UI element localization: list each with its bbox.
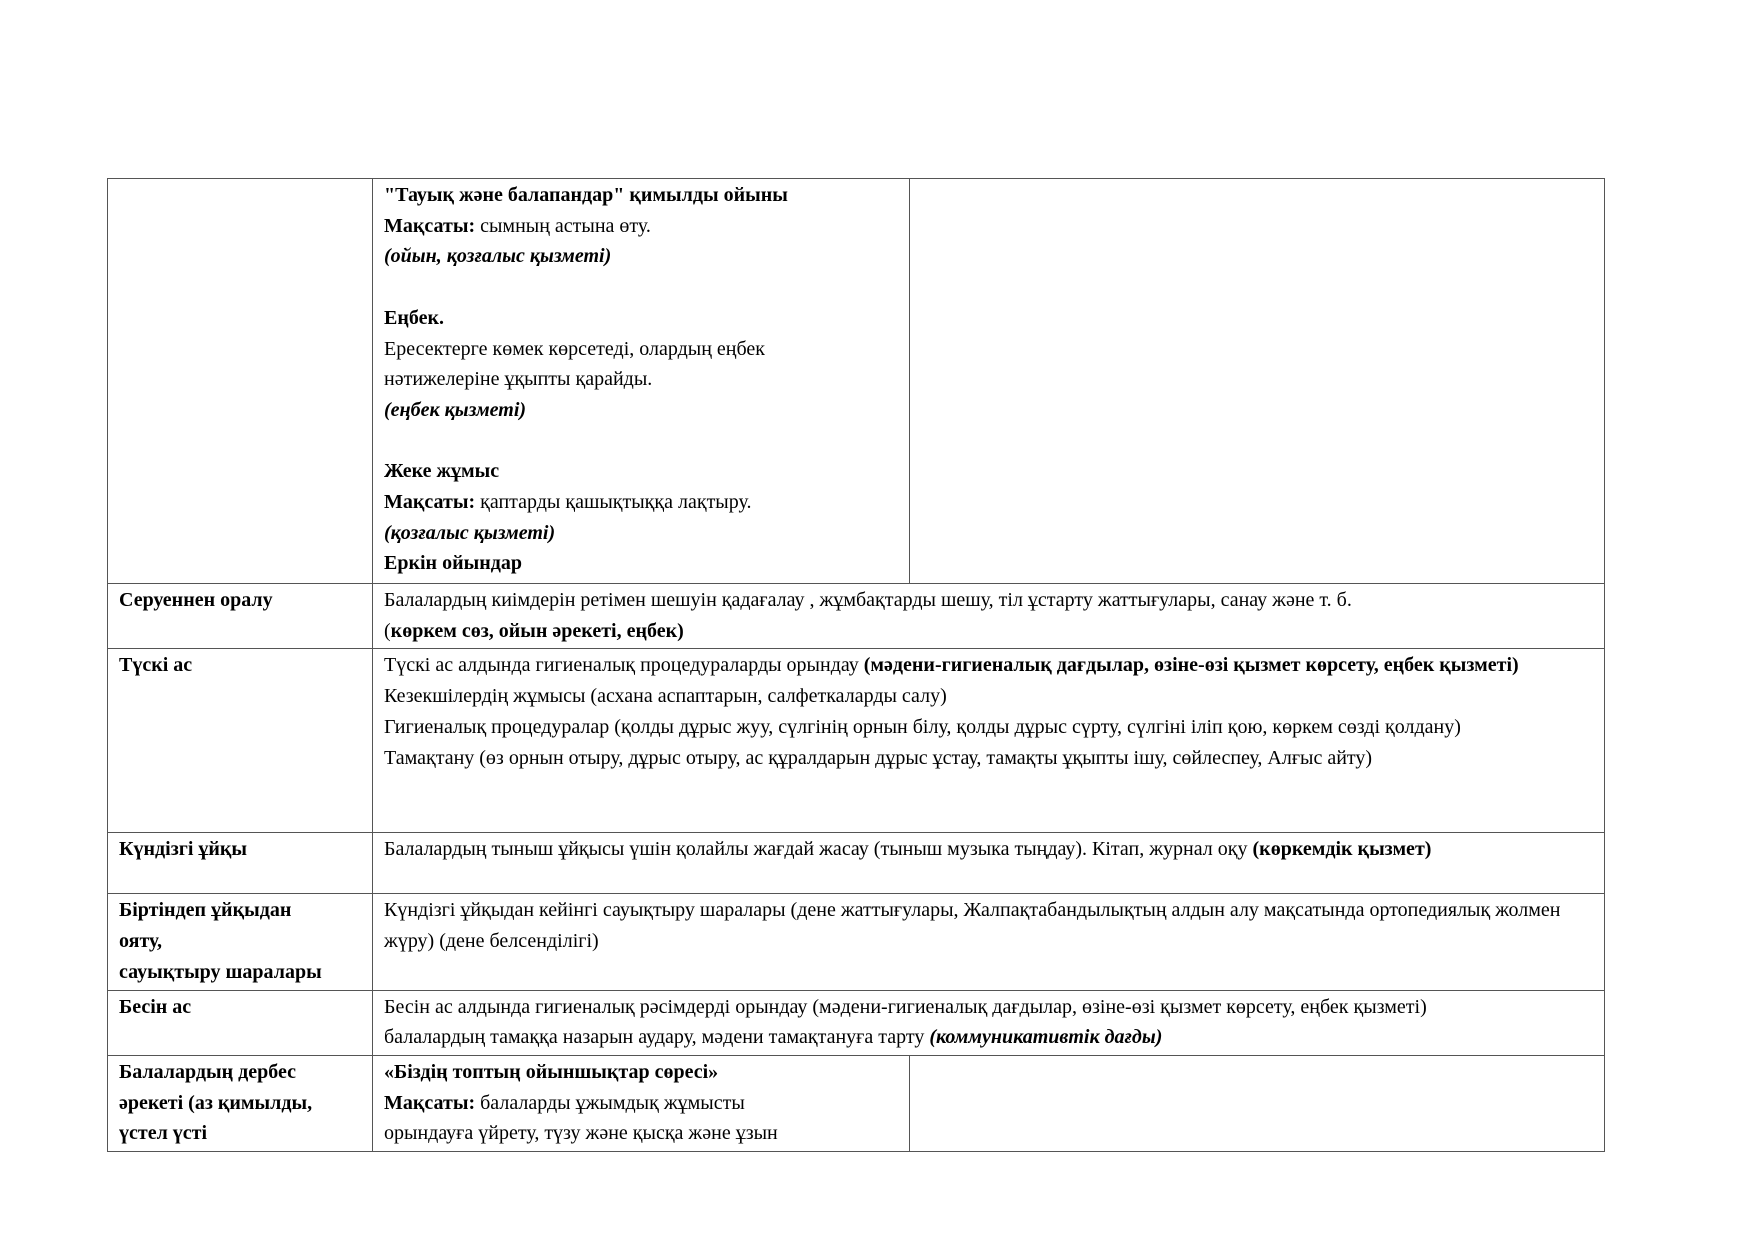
- game-goal: Мақсаты: сымның астына өту.: [384, 214, 651, 237]
- table-row-return: [108, 584, 1605, 649]
- cell-wakeup-content: Күндізгі ұйқыдан кейінгі сауықтыру шаралары (дене жаттығулары, Жалпақтабандылықтың алдын алу мақсатында ортопедиялық жолмен жүру) (дене белсенділігі): [373, 894, 1605, 990]
- game-title: "Тауық және балапандар" қимылды ойыны: [384, 184, 788, 206]
- labor-activity: (еңбек қызметі): [384, 398, 527, 421]
- labor-title: Еңбек.: [384, 306, 444, 329]
- row-label-return: Серуеннен оралу: [108, 584, 373, 649]
- individual-goal: Мақсаты: қаптарды қашықтыққа лақтыру.: [384, 491, 752, 513]
- cell-return-content: Балалардың киімдерін ретімен шешуін қадағалау , жұмбақтарды шешу, тіл ұстарту жаттығулары, санау және т. б. (көркем сөз, ойын әрекеті, еңбек): [373, 584, 1605, 649]
- cell-walk-activities: [373, 179, 910, 584]
- row-label-independent: Балалардың дербес әрекеті (аз қимылды, үстел үсті: [108, 1055, 373, 1151]
- schedule-page: [107, 178, 1604, 1152]
- labor-text-1: Ересектерге көмек көрсетеді, олардың еңбек: [384, 337, 765, 360]
- row-label-lunch: Түскі ас: [108, 649, 373, 833]
- individual-title: Жеке жұмыс: [384, 460, 500, 483]
- table-row-snack: [108, 990, 1605, 1055]
- cell-lunch-content: Түскі ас алдында гигиеналық процедураларды орындау (мәдени-гигиеналық дағдылар, өзіне-өзі қызмет көрсету, еңбек қызметі) Кезекшілердің жұмысы (асхана аспаптарын, салфеткаларды салу) Гигиеналық процедуралар (қолды дұрыс жуу, сүлгінің орнын білу, қолды дұрыс сүрту, сүлгіні іліп қою, көркем сөзді қолдану) Тамақтану (өз орнын отыру, дұрыс отыру, ас құралдарын дұрыс ұстау, тамақты ұқыпты ішу, сөйлеспеу, Алғыс айту): [373, 649, 1605, 833]
- cell-snack-content: Бесін ас алдында гигиеналық рәсімдерді орындау (мәдени-гигиеналық дағдылар, өзіне-өзі қызмет көрсету, еңбек қызметі) балалардың тамаққа назарын аудару, мәдени тамақтануға тарту (коммуникативтік дағды): [373, 990, 1605, 1055]
- row-label-snack: Бесін ас: [108, 990, 373, 1055]
- cell-label-empty: [108, 179, 373, 584]
- cell-independent-content: «Біздің топтың ойыншықтар сөресі» Мақсаты: балаларды ұжымдық жұмысты орындауға үйрету, түзу және қысқа және ұзын: [373, 1055, 910, 1151]
- free-games: Еркін ойындар: [384, 552, 522, 575]
- row-label-nap: Күндізгі ұйқы: [108, 833, 373, 894]
- table-row-lunch: [108, 649, 1605, 833]
- individual-activity: (қозғалыс қызметі): [384, 521, 556, 544]
- table-row-independent: [108, 1055, 1605, 1151]
- row-label-wakeup: Біртіндеп ұйқыдан ояту, сауықтыру шаралары: [108, 894, 373, 990]
- cell-empty-right: [910, 179, 1605, 584]
- labor-text-2: нәтижелеріне ұқыпты қарайды.: [384, 368, 653, 391]
- daily-schedule-table: [107, 178, 1605, 1152]
- table-row-nap: [108, 833, 1605, 894]
- cell-empty-right-2: [910, 1055, 1605, 1151]
- cell-nap-content: Балалардың тыныш ұйқысы үшін қолайлы жағдай жасау (тыныш музыка тыңдау). Кітап, журнал оқу (көркемдік қызмет): [373, 833, 1605, 894]
- game-activity: (ойын, қозғалыс қызметі): [384, 245, 612, 268]
- table-row-wakeup: [108, 894, 1605, 990]
- table-row-walk: [108, 179, 1605, 584]
